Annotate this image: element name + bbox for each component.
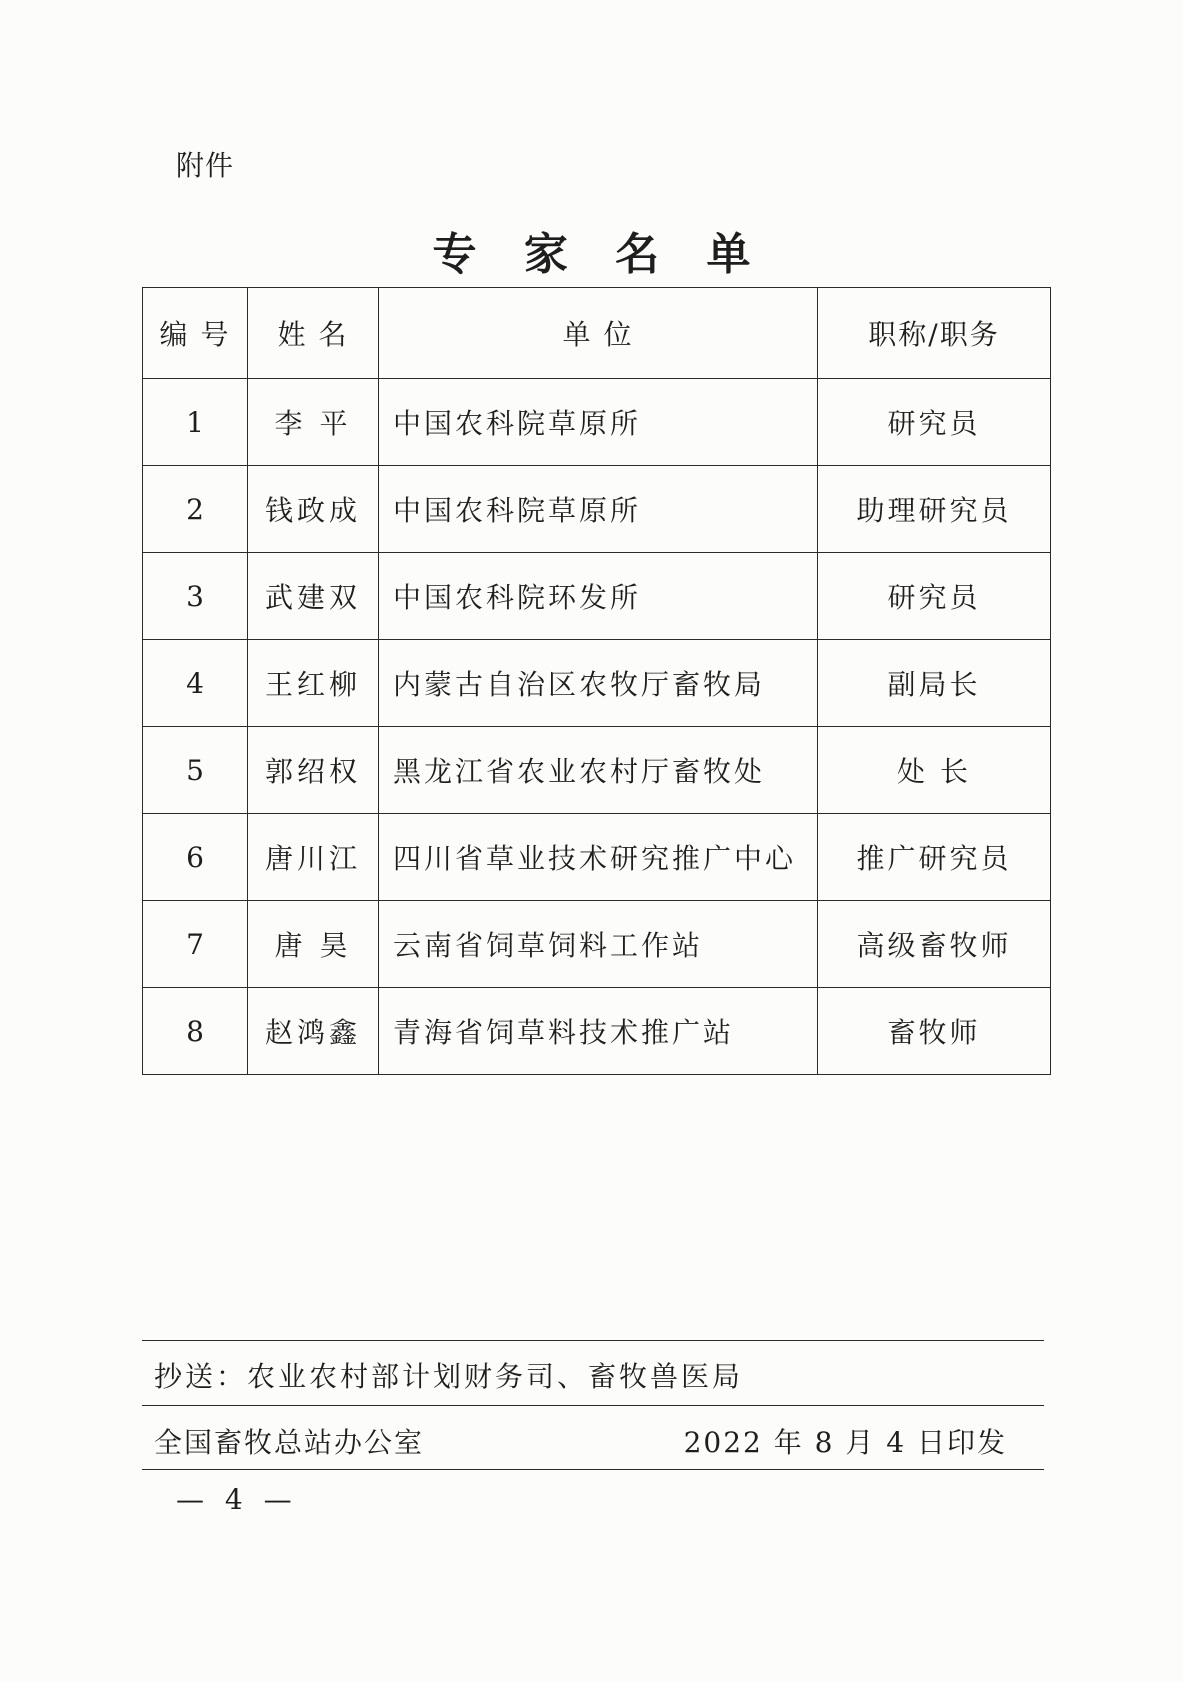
expert-title: 研究员 [818,553,1051,640]
expert-list-table [142,287,1051,1075]
table-row [143,901,1051,988]
table-row [143,553,1051,640]
expert-unit: 黑龙江省农业农村厅畜牧处 [379,727,818,814]
table-row [143,466,1051,553]
expert-unit: 四川省草业技术研究推广中心 [379,814,818,901]
page-number: — 4 — [176,1483,298,1516]
expert-name: 唐川江 [248,814,379,901]
expert-unit: 中国农科院草原所 [379,379,818,466]
issuing-office: 全国畜牧总站办公室 [154,1426,425,1459]
row-number: 1 [143,379,248,466]
expert-title: 高级畜牧师 [818,901,1051,988]
expert-name: 赵鸿鑫 [248,988,379,1075]
column-header-name: 姓 名 [248,288,379,379]
row-number: 8 [143,988,248,1075]
table-header-row [143,288,1051,379]
row-number: 2 [143,466,248,553]
table-row [143,640,1051,727]
expert-unit: 云南省饲草饲料工作站 [379,901,818,988]
row-number: 3 [143,553,248,640]
expert-unit: 青海省饲草料技术推广站 [379,988,818,1075]
table-row [143,379,1051,466]
expert-title: 处 长 [818,727,1051,814]
expert-title: 推广研究员 [818,814,1051,901]
expert-name: 郭绍权 [248,727,379,814]
footer-bottom-rule [142,1469,1044,1470]
expert-unit: 内蒙古自治区农牧厅畜牧局 [379,640,818,727]
attachment-label: 附件 [176,149,235,182]
expert-unit: 中国农科院环发所 [379,553,818,640]
table-row [143,988,1051,1075]
expert-title: 畜牧师 [818,988,1051,1075]
table-row [143,814,1051,901]
column-header-unit: 单 位 [379,288,818,379]
expert-title: 助理研究员 [818,466,1051,553]
expert-name: 钱政成 [248,466,379,553]
expert-title: 研究员 [818,379,1051,466]
issue-date: 2022 年 8 月 4 日印发 [683,1426,1007,1459]
page-title: 专 家 名 单 [432,229,767,280]
expert-name: 王红柳 [248,640,379,727]
row-number: 7 [143,901,248,988]
expert-name: 武建双 [248,553,379,640]
expert-name: 唐 昊 [248,901,379,988]
column-header-number: 编 号 [143,288,248,379]
expert-name: 李 平 [248,379,379,466]
footer-top-rule [142,1340,1044,1341]
expert-title: 副局长 [818,640,1051,727]
table-row [143,727,1051,814]
expert-unit: 中国农科院草原所 [379,466,818,553]
footer-middle-rule [142,1405,1044,1406]
row-number: 5 [143,727,248,814]
cc-line: 抄送：农业农村部计划财务司、畜牧兽医局 [154,1360,744,1393]
row-number: 6 [143,814,248,901]
column-header-title: 职称/职务 [818,288,1051,379]
row-number: 4 [143,640,248,727]
